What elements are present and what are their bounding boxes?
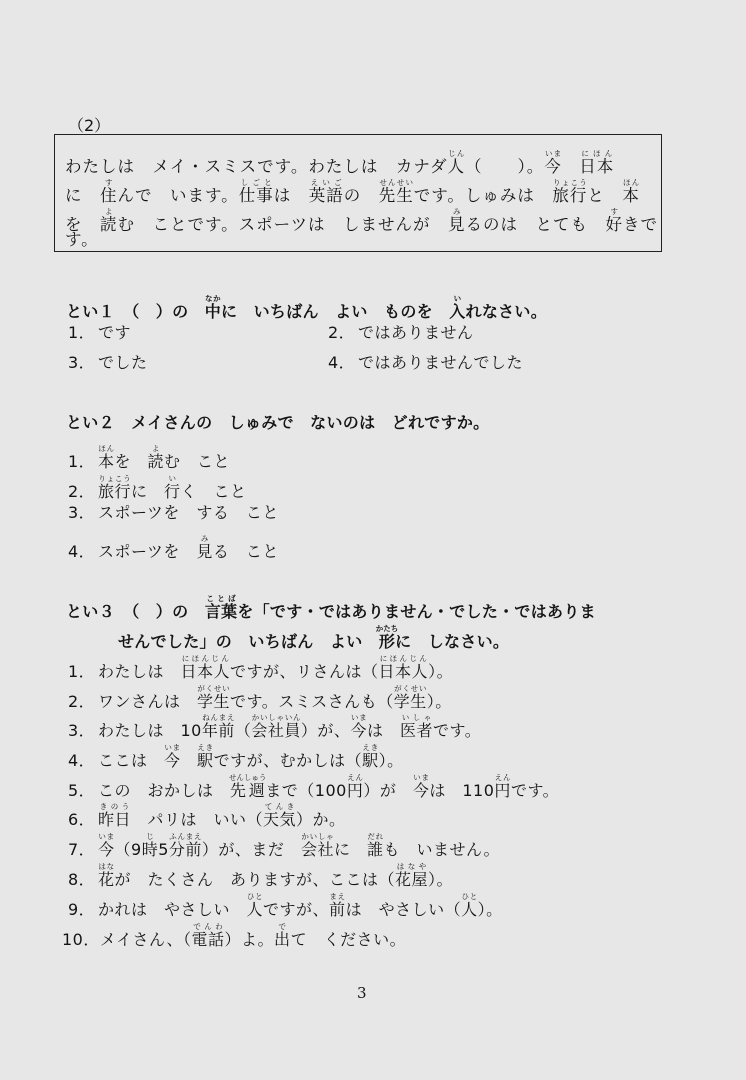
item-number: 8． [68, 870, 96, 889]
q2-option-1: 1． 本ほんを 読よむ こと [68, 444, 231, 471]
question-3-prompt-line-1: とい３ （ ）の 言葉ことばを「です・ではありません・でした・ではありま [66, 594, 596, 621]
option-number: 2． [328, 323, 356, 342]
item-number: 3． [68, 721, 96, 740]
page-number: 3 [357, 984, 367, 1002]
item-number: 10． [62, 930, 100, 949]
item-number: 6． [68, 810, 96, 829]
q2-option-3 [68, 504, 279, 522]
passage-line-3: を 読よむ ことです。スポーツは しませんが 見みるのは とても 好すきで [65, 207, 659, 234]
q3-item-7: 7． 今いま（9時じ5分前ふんまえ）が、まだ 会社かいしゃに 誰だれも いません。 [68, 832, 500, 859]
item-number: 4． [68, 751, 96, 770]
option-text: でした [98, 353, 148, 372]
option-number: 4． [328, 353, 356, 372]
option-number: 2． [68, 482, 96, 501]
section-label: （2） [68, 116, 111, 135]
question-3-prompt-line-2: せんでした」の いちばん よい 形かたちに しなさい。 [118, 624, 510, 651]
option-number: 1． [68, 323, 96, 342]
reading-passage [54, 134, 662, 252]
q3-item-10: 10．メイさん、（電話でんわ）よ。出でて ください。 [62, 922, 407, 949]
passage-line-1: わたしは メイ・スミスです。わたしは カナダ人じん（ ）。今いま 日本にほん [65, 149, 615, 176]
q2-option-4: 4． スポーツを 見みる こと [68, 534, 279, 561]
q2-option-2: 2． 旅行りょこうに 行いく こと [68, 474, 247, 501]
q3-item-3: 3． わたしは 10年前ねんまえ（会社員かいしゃいん）が、今いまは 医者いしゃです。 [68, 713, 482, 740]
option-text: です [98, 323, 132, 342]
option-text: スポーツを する こと [98, 503, 279, 522]
option-number: 4． [68, 542, 96, 561]
question-2-prompt: とい２ メイさんの しゅみで ないのは どれですか。 [66, 413, 490, 432]
item-number: 1． [68, 662, 96, 681]
option-number: 3． [68, 503, 96, 522]
q1-option-4 [328, 354, 523, 372]
q3-item-4: 4． ここは 今いま 駅えきですが、むかしは（駅えき）。 [68, 743, 404, 770]
item-number: 5． [68, 781, 96, 800]
item-number: 2． [68, 692, 96, 711]
option-text: ではありません [358, 323, 474, 342]
item-number: 9． [68, 900, 96, 919]
option-text: ではありませんでした [358, 353, 524, 372]
question-1-prompt: とい１ （ ）の 中なかに いちばん よい ものを 入いれなさい。 [66, 294, 548, 321]
q1-option-2 [328, 324, 474, 342]
q3-item-2: 2． ワンさんは 学生がくせいです。スミスさんも（学生がくせい）。 [68, 684, 452, 711]
q3-item-1: 1． わたしは 日本人にほんじんですが、リさんは（日本人にほんじん）。 [68, 654, 454, 681]
item-number: 7． [68, 840, 96, 859]
passage-line-2: に 住すんで います。仕事しごとは 英語えいごの 先生せんせいです。しゅみは 旅行りょこうと 本ほん [65, 178, 640, 205]
option-number: 3． [68, 353, 96, 372]
q1-option-1 [68, 324, 131, 342]
q1-option-3 [68, 354, 148, 372]
q3-item-9: 9． かれは やさしい 人ひとですが、前まえは やさしい（人ひと）。 [68, 892, 503, 919]
q3-item-6: 6． 昨日きのう パリは いい（天気てんき）か。 [68, 802, 346, 829]
option-number: 1． [68, 452, 96, 471]
q3-item-5: 5． この おかしは 先週せんしゅうまで（100円えん）が 今いまは 110円えんです。 [68, 773, 560, 800]
passage-line-4: す。 [65, 230, 99, 249]
q3-item-8: 8． 花はなが たくさん ありますが、ここは（花屋はなや）。 [68, 862, 454, 889]
